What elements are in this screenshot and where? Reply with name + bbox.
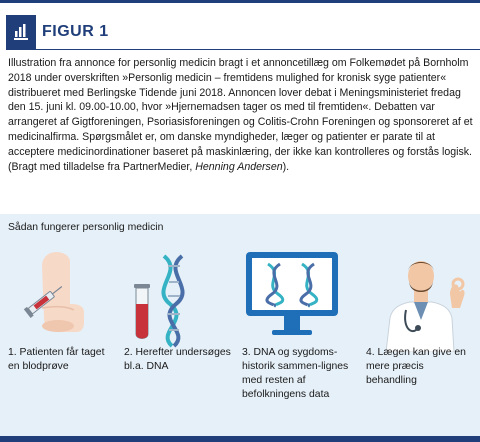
step-1-label: 1. Patienten får taget en blodprøve xyxy=(8,347,105,372)
credit-suffix: ). xyxy=(282,160,290,173)
caption-credit xyxy=(8,160,474,175)
figure-title: FIGUR 1 xyxy=(42,23,109,40)
dna-test-tube-icon xyxy=(130,248,210,352)
infographic-panel xyxy=(0,214,480,436)
step-3-label: 3. DNA og sygdoms-historik sammen-lignes med resten af befolkningens data xyxy=(242,347,349,400)
figure-caption xyxy=(8,56,474,174)
arm-syringe-icon xyxy=(18,248,108,352)
panel-title: Sådan fungerer personlig medicin xyxy=(8,222,164,233)
step-4-label: 4. Lægen kan give en mere præcis behandling xyxy=(366,347,466,386)
doctor-icon xyxy=(376,248,466,352)
step-2-label: 2. Herefter undersøges bl.a. DNA xyxy=(124,347,231,372)
caption-text: Illustration fra annonce for personlig medicin bragt i et annoncetillæg om Folkemødet på Bornholm 2018 under overskriften »Personlig medicin – fremtidens mulighed for kronisk syge patienter« distribueret med Berlingske Tidende juni 2018. Annoncen lover debat i Meningsministeriet fredag den 15. juni kl. 09.00-10.00, hvor »Hjernemadsen tager os med til fremtiden«. Debatten var arrangeret af Gigtforeningen, Psoriasisforeningen og Colitis-Crohn Foreningen og sponsoreret af et medicinalfirma. Spørgsmålet er, om danske myndigheder, læger og patienter er parate til at acceptere medicinordinationer baseret på maskinlæring, der ikke kan kontrolleres og forstås logisk. xyxy=(8,57,473,158)
header-rule xyxy=(6,49,480,50)
bar-chart-icon xyxy=(6,15,36,49)
top-rule xyxy=(0,0,480,3)
credit-name: Henning Andersen xyxy=(195,160,283,173)
monitor-dna-icon xyxy=(244,248,340,352)
credit-prefix: (Bragt med tilladelse fra PartnerMedier, xyxy=(8,160,196,173)
figure-header xyxy=(6,15,480,49)
bottom-rule xyxy=(0,436,480,442)
